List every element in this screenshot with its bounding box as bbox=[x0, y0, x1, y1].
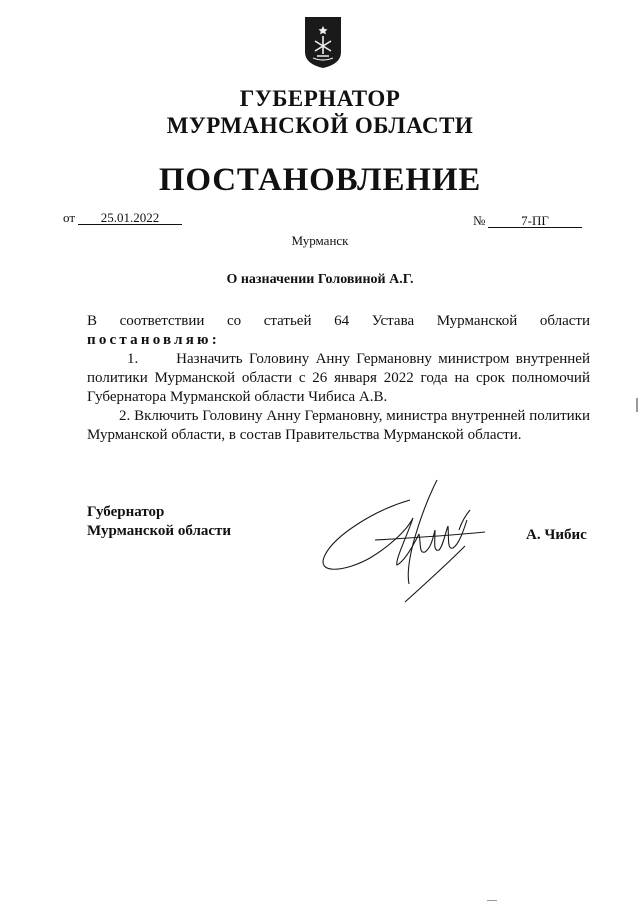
signatory-name: А. Чибис bbox=[526, 527, 587, 543]
item-2-text: 2. Включить Головину Анну Германовну, министра внутренней политики Мурманской области, в состав Правительства Мурманской области. bbox=[87, 408, 590, 443]
document-date: 25.01.2022 bbox=[78, 211, 182, 225]
document-body bbox=[87, 312, 590, 445]
scan-mark bbox=[487, 900, 497, 901]
number-prefix: № bbox=[473, 213, 486, 228]
signatory-position bbox=[87, 503, 231, 541]
date-prefix: от bbox=[63, 210, 76, 225]
issuing-authority-region: МУРМАНСКОЙ ОБЛАСТИ bbox=[166, 113, 474, 138]
preamble: В соответствии со статьей 64 Устава Мурманской области bbox=[87, 313, 590, 329]
document-subject: О назначении Головиной А.Г. bbox=[226, 272, 414, 287]
coat-of-arms-icon bbox=[302, 14, 344, 70]
document-type: ПОСТАНОВЛЕНИЕ bbox=[158, 162, 482, 198]
decree-word: постановляю: bbox=[87, 332, 220, 348]
document-number: 7-ПГ bbox=[488, 214, 582, 228]
issuing-authority: ГУБЕРНАТОР bbox=[239, 86, 401, 111]
item-1-first-line: 1. Назначить Головину Анну Германовну министром внутренней bbox=[127, 351, 590, 367]
item-1-text: политики Мурманской области с 26 января 2022 года на срок полномочий Губернатора Мурманской области Чибиса А.В. bbox=[87, 370, 590, 405]
handwritten-signature bbox=[315, 470, 495, 610]
city: Мурманск bbox=[291, 233, 349, 248]
signatory-position-line1: Губернатор bbox=[87, 504, 165, 520]
signatory-position-line2: Мурманской области bbox=[87, 523, 232, 539]
scan-mark bbox=[636, 398, 638, 412]
